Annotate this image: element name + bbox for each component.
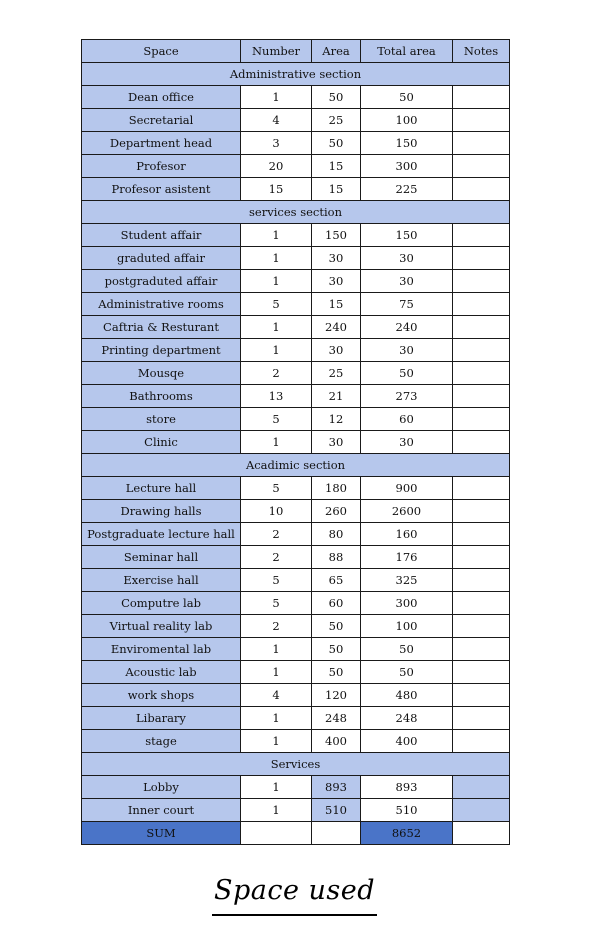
header-total-area: Total area (361, 40, 453, 63)
number-cell: 1 (241, 316, 312, 339)
header-row (82, 40, 510, 63)
table-row (82, 247, 510, 270)
table-row (82, 523, 510, 546)
area-cell: 260 (312, 500, 361, 523)
area-cell: 25 (312, 109, 361, 132)
area-cell: 50 (312, 638, 361, 661)
area-cell: 21 (312, 385, 361, 408)
notes-cell (453, 707, 510, 730)
space-cell: Department head (82, 132, 241, 155)
number-cell: 13 (241, 385, 312, 408)
total-area-cell: 2600 (361, 500, 453, 523)
notes-cell (453, 615, 510, 638)
space-cell: postgraduted affair (82, 270, 241, 293)
number-cell: 1 (241, 730, 312, 753)
area-cell: 65 (312, 569, 361, 592)
notes-cell (453, 592, 510, 615)
total-area-cell: 60 (361, 408, 453, 431)
notes-cell (453, 408, 510, 431)
total-area-cell: 273 (361, 385, 453, 408)
table-row (82, 592, 510, 615)
total-area-cell: 160 (361, 523, 453, 546)
table-row (82, 224, 510, 247)
area-cell: 15 (312, 293, 361, 316)
space-cell: Mousqe (82, 362, 241, 385)
space-cell: Bathrooms (82, 385, 241, 408)
number-cell: 1 (241, 270, 312, 293)
area-cell: 30 (312, 247, 361, 270)
total-area-cell: 325 (361, 569, 453, 592)
notes-cell (453, 661, 510, 684)
number-cell: 2 (241, 546, 312, 569)
number-cell: 2 (241, 523, 312, 546)
area-cell: 400 (312, 730, 361, 753)
total-area-cell: 150 (361, 132, 453, 155)
number-cell: 5 (241, 293, 312, 316)
number-cell: 1 (241, 638, 312, 661)
notes-cell (453, 109, 510, 132)
total-area-cell: 100 (361, 615, 453, 638)
total-area-cell: 50 (361, 638, 453, 661)
total-area-cell: 30 (361, 247, 453, 270)
table-row (82, 316, 510, 339)
total-area-cell: 50 (361, 362, 453, 385)
section-row (82, 201, 510, 224)
number-cell: 15 (241, 178, 312, 201)
area-cell: 15 (312, 178, 361, 201)
notes-cell (453, 385, 510, 408)
total-area-cell: 240 (361, 316, 453, 339)
total-area-cell: 30 (361, 270, 453, 293)
area-cell: 30 (312, 431, 361, 454)
number-cell: 4 (241, 684, 312, 707)
table-row (82, 569, 510, 592)
notes-cell (453, 132, 510, 155)
table-row (82, 546, 510, 569)
section-title: services section (82, 201, 510, 224)
space-cell: Lecture hall (82, 477, 241, 500)
area-cell: 50 (312, 86, 361, 109)
table-body (82, 63, 510, 822)
notes-cell (453, 178, 510, 201)
space-cell: Secretarial (82, 109, 241, 132)
table-row (82, 707, 510, 730)
notes-cell (453, 799, 510, 822)
header-space: Space (82, 40, 241, 63)
total-area-cell: 400 (361, 730, 453, 753)
table-row (82, 615, 510, 638)
sum-row (82, 822, 510, 845)
area-cell: 248 (312, 707, 361, 730)
area-cell: 50 (312, 132, 361, 155)
notes-cell (453, 339, 510, 362)
header-area: Area (312, 40, 361, 63)
notes-cell (453, 247, 510, 270)
number-cell: 1 (241, 776, 312, 799)
total-area-cell: 893 (361, 776, 453, 799)
header-notes: Notes (453, 40, 510, 63)
total-area-cell: 300 (361, 155, 453, 178)
space-cell: Enviromental lab (82, 638, 241, 661)
table-row (82, 500, 510, 523)
number-cell: 4 (241, 109, 312, 132)
page-title: Space used (213, 875, 376, 906)
section-row (82, 753, 510, 776)
total-area-cell: 50 (361, 86, 453, 109)
notes-cell (453, 86, 510, 109)
space-cell: Profesor (82, 155, 241, 178)
table-row (82, 408, 510, 431)
notes-cell (453, 569, 510, 592)
table-row (82, 132, 510, 155)
table-row (82, 155, 510, 178)
space-cell: work shops (82, 684, 241, 707)
area-cell: 15 (312, 155, 361, 178)
area-cell: 30 (312, 339, 361, 362)
notes-cell (453, 638, 510, 661)
space-cell: graduted affair (82, 247, 241, 270)
notes-cell (453, 523, 510, 546)
area-cell: 88 (312, 546, 361, 569)
space-cell: Postgraduate lecture hall (82, 523, 241, 546)
sum-area (312, 822, 361, 845)
table-row (82, 385, 510, 408)
number-cell: 1 (241, 224, 312, 247)
number-cell: 1 (241, 661, 312, 684)
table-row (82, 293, 510, 316)
sum-label: SUM (82, 822, 241, 845)
section-title: Administrative section (82, 63, 510, 86)
notes-cell (453, 776, 510, 799)
number-cell: 1 (241, 707, 312, 730)
number-cell: 10 (241, 500, 312, 523)
notes-cell (453, 730, 510, 753)
number-cell: 5 (241, 408, 312, 431)
space-cell: store (82, 408, 241, 431)
area-cell: 12 (312, 408, 361, 431)
area-cell: 25 (312, 362, 361, 385)
space-cell: Student affair (82, 224, 241, 247)
number-cell: 2 (241, 362, 312, 385)
header-number: Number (241, 40, 312, 63)
space-table (81, 39, 510, 845)
number-cell: 1 (241, 431, 312, 454)
notes-cell (453, 155, 510, 178)
table-row (82, 638, 510, 661)
sum-total: 8652 (361, 822, 453, 845)
notes-cell (453, 362, 510, 385)
table-row (82, 431, 510, 454)
area-cell: 50 (312, 661, 361, 684)
number-cell: 5 (241, 477, 312, 500)
total-area-cell: 225 (361, 178, 453, 201)
notes-cell (453, 684, 510, 707)
total-area-cell: 50 (361, 661, 453, 684)
space-cell: Acoustic lab (82, 661, 241, 684)
table-row (82, 684, 510, 707)
space-cell: Administrative rooms (82, 293, 241, 316)
total-area-cell: 150 (361, 224, 453, 247)
sum-number (241, 822, 312, 845)
number-cell: 1 (241, 799, 312, 822)
space-cell: Inner court (82, 799, 241, 822)
total-area-cell: 510 (361, 799, 453, 822)
area-cell: 180 (312, 477, 361, 500)
table-row (82, 270, 510, 293)
space-cell: Drawing halls (82, 500, 241, 523)
sum-notes (453, 822, 510, 845)
space-cell: Clinic (82, 431, 241, 454)
title-underline (212, 914, 377, 916)
total-area-cell: 480 (361, 684, 453, 707)
notes-cell (453, 431, 510, 454)
total-area-cell: 176 (361, 546, 453, 569)
notes-cell (453, 477, 510, 500)
notes-cell (453, 546, 510, 569)
table-row (82, 339, 510, 362)
area-cell: 893 (312, 776, 361, 799)
space-cell: Lobby (82, 776, 241, 799)
area-cell: 60 (312, 592, 361, 615)
table-row (82, 799, 510, 822)
total-area-cell: 75 (361, 293, 453, 316)
area-cell: 30 (312, 270, 361, 293)
table-row (82, 730, 510, 753)
space-cell: Caftria & Resturant (82, 316, 241, 339)
space-cell: Profesor asistent (82, 178, 241, 201)
number-cell: 3 (241, 132, 312, 155)
number-cell: 1 (241, 339, 312, 362)
total-area-cell: 30 (361, 339, 453, 362)
section-row (82, 63, 510, 86)
table-row (82, 362, 510, 385)
notes-cell (453, 224, 510, 247)
space-cell: Dean office (82, 86, 241, 109)
space-cell: Seminar hall (82, 546, 241, 569)
total-area-cell: 248 (361, 707, 453, 730)
total-area-cell: 100 (361, 109, 453, 132)
area-cell: 150 (312, 224, 361, 247)
space-cell: Printing department (82, 339, 241, 362)
number-cell: 20 (241, 155, 312, 178)
area-cell: 120 (312, 684, 361, 707)
number-cell: 1 (241, 247, 312, 270)
table-row (82, 178, 510, 201)
section-title: Acadimic section (82, 454, 510, 477)
table-row (82, 109, 510, 132)
total-area-cell: 300 (361, 592, 453, 615)
number-cell: 5 (241, 569, 312, 592)
area-cell: 240 (312, 316, 361, 339)
table-row (82, 661, 510, 684)
space-cell: Libarary (82, 707, 241, 730)
section-row (82, 454, 510, 477)
notes-cell (453, 500, 510, 523)
area-cell: 50 (312, 615, 361, 638)
table-row (82, 776, 510, 799)
number-cell: 5 (241, 592, 312, 615)
section-title: Services (82, 753, 510, 776)
total-area-cell: 900 (361, 477, 453, 500)
notes-cell (453, 316, 510, 339)
table-row (82, 86, 510, 109)
number-cell: 1 (241, 86, 312, 109)
notes-cell (453, 270, 510, 293)
space-cell: Computre lab (82, 592, 241, 615)
area-cell: 510 (312, 799, 361, 822)
table-row (82, 477, 510, 500)
total-area-cell: 30 (361, 431, 453, 454)
space-cell: stage (82, 730, 241, 753)
area-cell: 80 (312, 523, 361, 546)
notes-cell (453, 293, 510, 316)
space-cell: Virtual reality lab (82, 615, 241, 638)
number-cell: 2 (241, 615, 312, 638)
space-cell: Exercise hall (82, 569, 241, 592)
